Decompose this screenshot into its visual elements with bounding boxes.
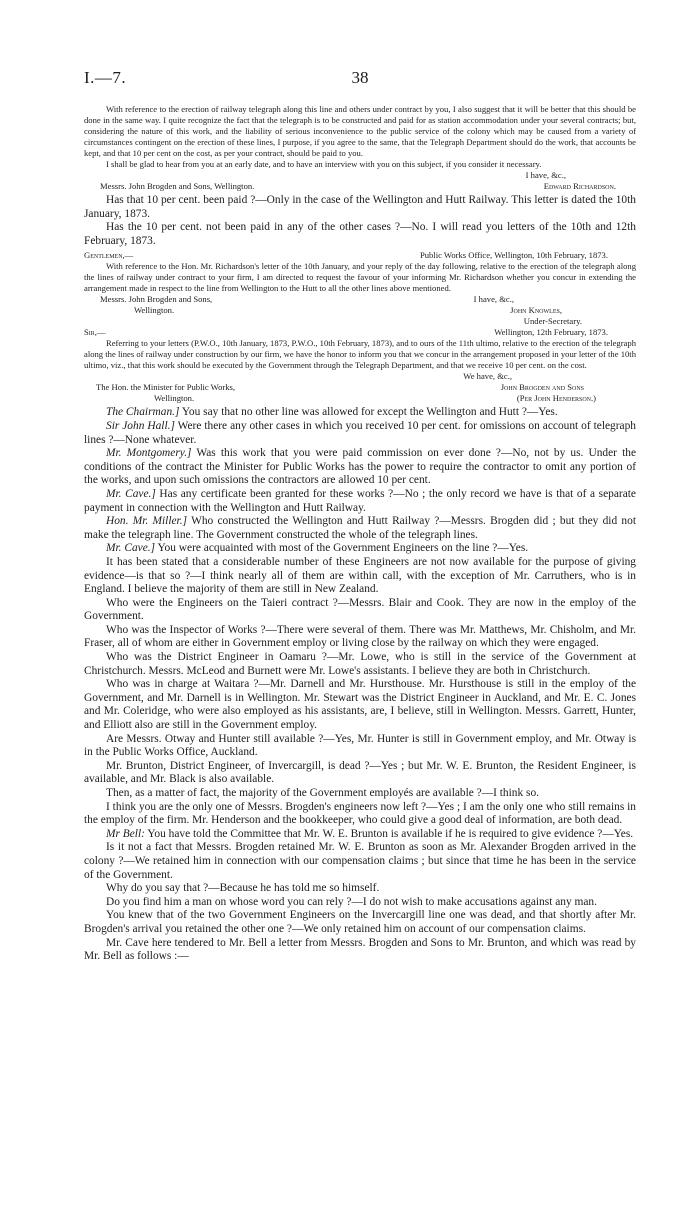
- evidence-paragraph: Are Messrs. Otway and Hunter still available ?—Yes, Mr. Hunter is still in Government employ, and Mr. Otway is in the Public Works Office, Auckland.: [84, 732, 636, 759]
- letter-addressee: Messrs. John Brogden and Sons,: [100, 294, 213, 305]
- letter-complimentary: We have, &c.,: [463, 371, 512, 382]
- speaker-label: Mr. Montgomery.]: [106, 447, 192, 460]
- evidence-paragraph: Who was the District Engineer in Oamaru ?—Mr. Lowe, who is still in the service of the Government at Christchurch. Messrs. McLeod and Burnett were Mr. Lowe's assistants. I believe they are both in Christchurch.: [84, 651, 636, 677]
- letter-body: With reference to the erection of railway telegraph along this line and others under contract by you, I also suggest that it will be better that this should be done in the same way. I quite recognize the fact that the telegraph is to be constructed and paid for as station accommodation under your several contracts; but, considering the nature of this work, and the liability of serious inconvenience to the public service of the colony which may be caused from a variety of circumstances contingent on the erection of these lines, I purpose, if you agree to the same, that the Telegraph Department should do the work, that accounts be kept, and that 10 per cent on the cost, as per your contract, should be paid to you.: [84, 104, 636, 158]
- letter-addressee-city: Wellington.: [134, 305, 175, 316]
- evidence-paragraph: [84, 420, 636, 447]
- letter-title-row: [84, 316, 636, 327]
- speaker-label: Mr Bell:: [106, 827, 145, 840]
- letter-signature: John Knowles,: [510, 305, 562, 316]
- evidence-paragraph: [84, 542, 636, 556]
- speaker-label: Mr. Cave.]: [106, 487, 156, 500]
- evidence-paragraph: It has been stated that a considerable number of these Engineers are not now available for the purpose of giving evidence—is that so ?—I think nearly all of them are within call, with the exception of Mr. Carruthers, who is in England. I believe the majority of them are still in New Zealand.: [84, 555, 636, 596]
- letter-closing: I shall be glad to hear from you at an early date, and to have an interview with you on this subject, if you consider it necessary.: [106, 159, 542, 169]
- speaker-label: The Chairman.]: [106, 406, 180, 419]
- page-header: [84, 68, 636, 88]
- evidence-text: Who constructed the Wellington and Hutt Railway ?—Messrs. Brogden did ; but they did not make the telegraph line. The Government constructed the whole of the telegraph lines.: [84, 515, 636, 541]
- evidence-block-1: [84, 194, 636, 248]
- letter-address-row: [84, 294, 636, 305]
- evidence-paragraph: Do you find him a man on whose word you can rely ?—I do not wish to make accusations against any man.: [106, 895, 597, 908]
- evidence-text: You were acquainted with most of the Government Engineers on the line ?—Yes.: [155, 542, 529, 555]
- letter-address-row: [84, 305, 636, 316]
- letter-addressee-city: Wellington.: [154, 393, 195, 404]
- letter-signature-note: (Per John Henderson.): [516, 393, 596, 404]
- letter-complimentary: I have, &c.,: [525, 170, 566, 180]
- section-reference: I.—7.: [84, 68, 127, 87]
- page-number: 38: [351, 68, 369, 87]
- evidence-paragraph: [84, 406, 636, 420]
- evidence-paragraph: Has the 10 per cent. not been paid in any of the other cases ?—No. I will read you letters of the 10th and 12th February, 1873.: [84, 221, 636, 247]
- evidence-paragraph: Who was the Inspector of Works ?—There were several of them. There was Mr. Matthews, Mr. Chisholm, and Mr. Fraser, all of whom are either in Government employ or living close by the railway on which they were engaged.: [84, 623, 636, 650]
- letter-salutation: Gentlemen,—: [84, 250, 134, 261]
- letter-complimentary: I have, &c.,: [473, 294, 514, 305]
- speaker-label: Mr. Cave.]: [106, 542, 156, 555]
- letter-knowles: [84, 250, 636, 327]
- evidence-text: You say that no other line was allowed for except the Wellington and Hutt ?—Yes.: [179, 406, 558, 419]
- letter-addressee: The Hon. the Minister for Public Works,: [96, 382, 236, 393]
- evidence-paragraph: Who were the Engineers on the Taieri contract ?—Messrs. Blair and Cook. They are now in the employ of the Government.: [84, 596, 636, 623]
- page-body: [84, 104, 636, 964]
- letter-body: Referring to your letters (P.W.O., 10th January, 1873, P.W.O., 10th February, 1873), and to ours of the 11th ultimo, relative to the erection of the telegraph along the lines of railway under construction by our firm, we have the honor to inform you that we concur in the arrangement proposed in your letter of the 10th ultimo, viz., that this work should be executed by the Government through the Telegraph Department, and that we receive 10 per cent. on the cost.: [84, 338, 636, 371]
- letter-body: With reference to the Hon. Mr. Richardson's letter of the 10th January, and your reply of the day following, relative to the erection of the telegraph along the lines of railway under contract to your firm, I am directed to request the favour of your informing Mr. Richardson whether you concur in extending the arrangement made in respect to the line from Wellington to the Hutt to all the other lines above mentioned.: [84, 261, 636, 294]
- letter-signature: John Brogden and Sons: [500, 382, 584, 393]
- letter-dateline: Public Works Office, Wellington, 10th February, 1873.: [419, 250, 608, 261]
- letter-brogden: [84, 327, 636, 404]
- letter-head-row: [84, 250, 636, 261]
- letter-address-row: [84, 181, 636, 192]
- letter-address-row: [84, 393, 636, 404]
- evidence-paragraph: [84, 828, 636, 842]
- evidence-paragraph: You knew that of the two Government Engineers on the Invercargill line one was dead, and that shortly after Mr. Brogden's arrival you retained the other one ?—We only retained him on account of our compensation claims.: [84, 909, 636, 935]
- evidence-text: Has any certificate been granted for these works ?—No ; the only record we have is that of a separate payment in connection with the Wellington and Hutt Railway.: [84, 487, 636, 514]
- evidence-paragraph: [84, 515, 636, 542]
- letter-address-row: [84, 382, 636, 393]
- evidence-paragraph: Then, as a matter of fact, the majority of the Government employés are available ?—I think so.: [106, 787, 540, 799]
- letter-signature: Edward Richardson.: [543, 181, 616, 191]
- letter-dateline: Wellington, 12th February, 1873.: [494, 327, 608, 338]
- evidence-paragraph: Mr. Brunton, District Engineer, of Invercargill, is dead ?—Yes ; but Mr. W. E. Brunton, the Resident Engineer, is available, and Mr. Black is also available.: [84, 759, 636, 786]
- letter-richardson: [84, 104, 636, 192]
- evidence-paragraph: I think you are the only one of Messrs. Brogden's engineers now left ?—Yes ; I am the only one who still remains in the employ of the firm. Mr. Henderson and the bookkeeper, who could give a good deal of information, are both dead.: [84, 800, 636, 827]
- letter-addressee: Messrs. John Brogden and Sons, Wellington.: [100, 181, 255, 191]
- evidence-text: Was this work that you were paid commission on ever done ?—No, not by us. Under the conditions of the contract the Minister for Public Works has the power to require the contractor to omit any portion of the works, and upon such omissions the contractors are allowed 10 per cent.: [84, 447, 636, 487]
- letter-complimentary-row: [84, 371, 636, 382]
- evidence-paragraph: Who was in charge at Waitara ?—Mr. Darnell and Mr. Hursthouse. Mr. Hursthouse is still in the employ of the Government, and Mr. Darnell is in Wellington. Mr. Stewart was the District Engineer in Auckland, and Mr. E. C. Jones and Mr. Coleridge, who were also employed as his assistants, are, I believe, still in Wellington. Messrs. Garrett, Hunter, and Elliott also are still in the Government employ.: [84, 678, 636, 732]
- evidence-text: You have told the Committee that Mr. W. E. Brunton is available if he is required to give evidence ?—Yes.: [144, 827, 634, 840]
- evidence-paragraph: Is it not a fact that Messrs. Brogden retained Mr. W. E. Brunton as soon as Mr. Alexander Brogden arrived in the colony ?—We retained him in connection with our compensation claims ; but since that time he has been in the service of the Government.: [84, 841, 636, 881]
- evidence-text: Were there any other cases in which you received 10 per cent. for omissions on account of telegraph lines ?—None whatever.: [84, 419, 636, 446]
- speaker-label: Sir John Hall.]: [106, 419, 175, 432]
- evidence-paragraph: Why do you say that ?—Because he has told me so himself.: [106, 882, 380, 895]
- evidence-paragraph: [84, 488, 636, 515]
- letter-head-row: [84, 327, 636, 338]
- letter-signatory-title: Under-Secretary.: [523, 316, 582, 327]
- evidence-paragraph: Has that 10 per cent. been paid ?—Only in the case of the Wellington and Hutt Railway. This letter is dated the 10th January, 1873.: [84, 194, 636, 220]
- evidence-block-2: [84, 406, 636, 963]
- speaker-label: Hon. Mr. Miller.]: [106, 515, 187, 528]
- letter-complimentary-row: [84, 170, 636, 181]
- evidence-paragraph: Mr. Cave here tendered to Mr. Bell a letter from Messrs. Brogden and Sons to Mr. Brunton, and which was read by Mr. Bell as follows :—: [84, 936, 636, 963]
- letter-salutation: Sir,—: [84, 327, 106, 338]
- evidence-paragraph: [84, 447, 636, 488]
